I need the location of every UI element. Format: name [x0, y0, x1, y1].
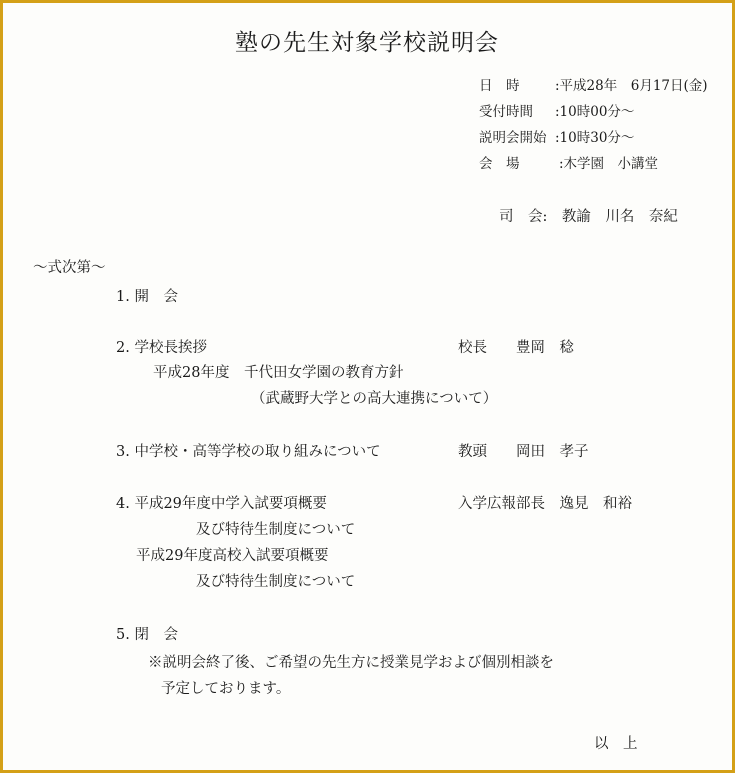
program-item-2-sub1: 平成28年度 千代田女学園の教育方針: [153, 365, 404, 381]
date-value: :平成28年 6月17日(金): [555, 78, 708, 94]
start-value: :10時30分～: [555, 130, 635, 146]
program-item-2-sub2: （武蔵野大学との高大連携について）: [251, 391, 498, 407]
program-note-2: 予定しております。: [161, 681, 291, 697]
program-heading: ～式次第～: [33, 260, 106, 276]
program-note-1: ※説明会終了後、ご希望の先生方に授業見学および個別相談を: [148, 655, 554, 671]
venue-value: :木学園 小講堂: [559, 156, 659, 172]
mc-line: 司 会: 教諭 川名 奈紀: [499, 209, 678, 225]
program-item-4-sub2: 平成29年度高校入試要項概要: [136, 548, 329, 564]
program-item-4-sub1: 及び特待生制度について: [196, 522, 356, 538]
reception-value: :10時00分～: [555, 104, 635, 120]
program-item-3: 3. 中学校・高等学校の取り組みについて: [116, 444, 381, 460]
program-item-4-speaker: 入学広報部長 逸見 和裕: [458, 496, 632, 512]
date-label: 日 時: [479, 78, 520, 94]
program-item-3-speaker: 教頭 岡田 孝子: [458, 444, 589, 460]
venue-label: 会 場: [479, 156, 520, 172]
start-label: 説明会開始: [479, 130, 547, 146]
program-item-2-speaker: 校長 豊岡 稔: [458, 340, 574, 356]
program-item-4-sub3: 及び特待生制度について: [196, 574, 356, 590]
program-item-1: 1. 開 会: [116, 289, 178, 305]
reception-label: 受付時間: [479, 104, 533, 120]
program-item-5: 5. 閉 会: [116, 627, 178, 643]
program-item-2: 2. 学校長挨拶: [116, 340, 207, 356]
page-title: 塾の先生対象学校説明会: [235, 30, 499, 56]
closing-text: 以 上: [594, 736, 638, 752]
program-item-4: 4. 平成29年度中学入試要項概要: [116, 496, 327, 512]
